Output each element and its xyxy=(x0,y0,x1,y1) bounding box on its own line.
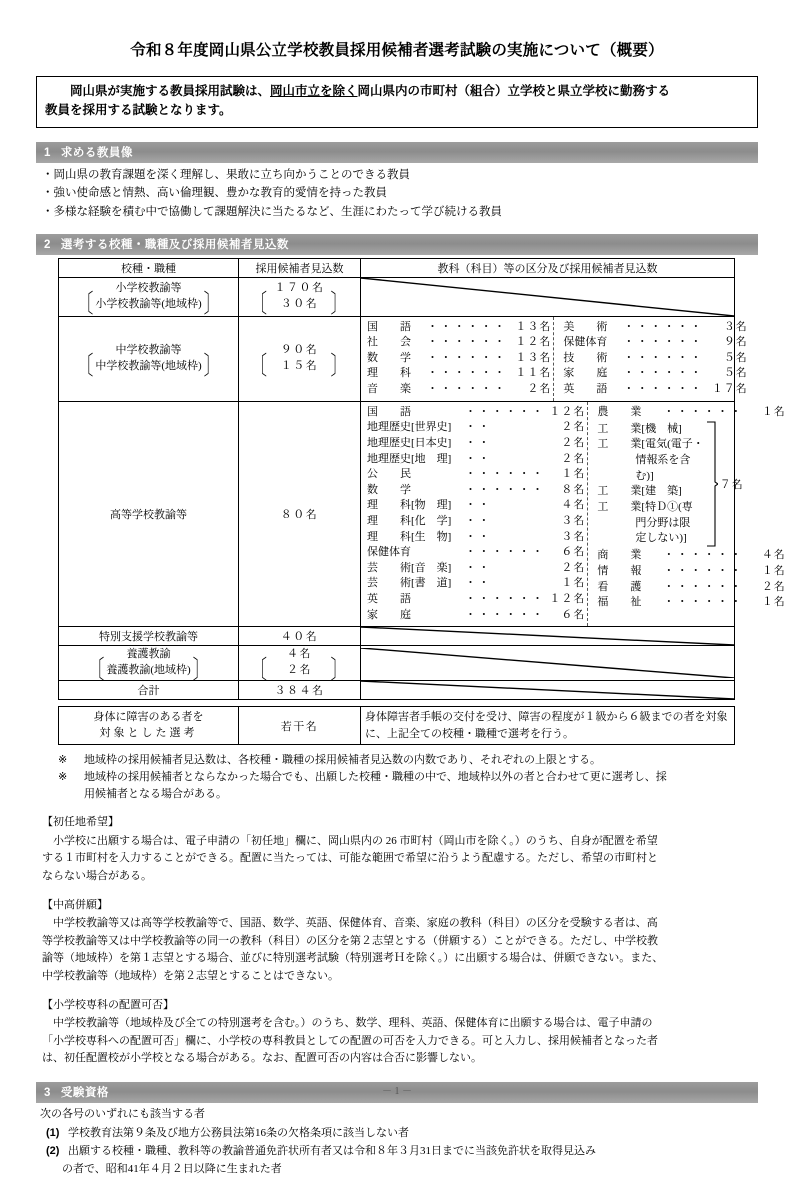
dot-leader: ・・ xyxy=(465,452,492,465)
subject-name: 国 語 xyxy=(367,320,411,333)
subject-name: 美 術 xyxy=(563,320,608,333)
high-name: 高等学校教諭等 xyxy=(110,508,187,521)
cell-nurse-count xyxy=(239,646,361,685)
intro-text-b: 岡山県内の市町村（組合）立学校と県立学校に勤務する xyxy=(357,84,671,98)
subject-line xyxy=(597,405,785,421)
junior-count-sub-wrap xyxy=(241,351,358,381)
subject-value: ９名 xyxy=(723,336,748,349)
disability-selection-table xyxy=(58,706,735,745)
subject-value: １３名 xyxy=(515,320,552,333)
subject-line xyxy=(563,351,747,367)
intro-line-2: 教員を採用する試験となります。 xyxy=(45,103,232,118)
note-mark-icon: ※ xyxy=(58,754,68,767)
bracket-open-icon: 〔 xyxy=(250,351,269,381)
subject-line xyxy=(367,467,585,483)
requirements-lead: 次の各号のいずれにも該当する者 xyxy=(40,1107,205,1120)
subject-value: ３名 xyxy=(561,514,586,527)
intro-text-a: 岡山県が実施する教員採用試験は、 xyxy=(57,84,271,98)
note-text-line-2: 用候補者となる場合がある。 xyxy=(84,788,227,801)
subject-name: 家 庭 xyxy=(563,367,608,380)
subject-name: 英 語 xyxy=(367,592,411,605)
subject-line xyxy=(367,592,585,608)
bracket-open-icon: 〔 xyxy=(76,351,94,381)
requirement-marker: (1) xyxy=(46,1126,60,1139)
subject-name: 工 業[特Ｄ①(専 xyxy=(597,500,693,513)
block-elementary-specialist xyxy=(42,997,758,1068)
disability-detail-line-2: に、上記全ての校種・職種で選考を行う。 xyxy=(365,727,574,740)
subject-line xyxy=(367,436,585,452)
block-line: する１市町村を入力することができる。配置に当たっては、可能な範囲で希望に沿うよう配慮する。ただし、希望の市町村と xyxy=(42,852,658,865)
bracket-open-icon: 〔 xyxy=(76,289,94,319)
dot-leader: ・・・・・・ xyxy=(663,596,744,609)
subject-value: ６名 xyxy=(561,608,586,621)
cell-disability-detail xyxy=(361,707,735,745)
dot-leader: ・・・・・・ xyxy=(427,320,508,333)
nurse-name-sub-wrap xyxy=(61,656,236,685)
subject-line xyxy=(597,484,703,500)
subject-name: 芸 術[書 道] xyxy=(367,577,452,590)
subject-value: ２名 xyxy=(561,421,586,434)
subject-name: 工 業[機 械] xyxy=(597,422,682,435)
bullet-item: ・多様な経験を積む中で協働して課題解決に当たるなど、生涯にわたって学び続ける教員 xyxy=(42,206,502,218)
requirement-item xyxy=(38,1143,758,1178)
block-line: 諭等（地域枠）を第１志望とする場合、並びに特別選考試験（特別選考Ｈを除く。）に出願する場合は、併願できない。また、 xyxy=(42,952,664,965)
subject-name-continuation: む)] xyxy=(635,469,654,482)
subject-value: ３名 xyxy=(723,320,748,333)
intro-underlined-text: 岡山市立を除く xyxy=(270,84,358,98)
section-header-2 xyxy=(36,234,758,255)
recruitment-table xyxy=(58,258,786,700)
section-1-title: 求める教員像 xyxy=(60,146,133,159)
cell-nurse-detail-slash xyxy=(361,646,735,681)
nurse-name-sub: 養護教諭(地域枠) xyxy=(106,664,191,677)
subject-value: ４名 xyxy=(761,549,786,562)
subject-line xyxy=(563,335,747,351)
high-subject-lists xyxy=(361,402,786,627)
disability-detail-line-1: 身体障害者手帳の交付を受け、障害の程度が１級から６級までの者を対象 xyxy=(365,711,728,724)
table-header-row xyxy=(59,258,735,277)
diagonal-line-icon xyxy=(361,681,734,699)
subject-value: １名 xyxy=(561,468,586,481)
dot-leader: ・・ xyxy=(465,514,492,527)
section-1-number: 1 xyxy=(44,146,51,159)
page-footer: － 1 － xyxy=(382,1086,412,1097)
subject-line xyxy=(597,564,785,580)
bracket-close-icon: 〕 xyxy=(203,289,221,319)
diagonal-line-icon xyxy=(361,278,734,316)
note-text: 地域枠の採用候補者見込数は、各校種・職種の採用候補者見込数の内数であり、それぞれの上限とする。 xyxy=(84,754,601,767)
block-line: は、初任配置校が小学校となる場合がある。なお、配置可否の内容は合否に影響しない。 xyxy=(42,1052,482,1065)
dot-leader: ・・ xyxy=(465,436,492,449)
bracket-close-icon: 〕 xyxy=(192,656,210,685)
subject-line xyxy=(367,545,585,561)
subject-name-continuation: 情報系を含 xyxy=(635,454,691,467)
subject-name: 看 護 xyxy=(597,580,642,593)
dot-leader: ・・・・・・ xyxy=(623,383,704,396)
high-subjects-left xyxy=(361,402,587,627)
dot-leader: ・・・・・・ xyxy=(623,351,704,364)
table-row-junior xyxy=(59,316,735,401)
disability-name-line-1: 身体に障害のある者を xyxy=(93,710,204,723)
bracket-close-icon: 〕 xyxy=(330,289,349,319)
subject-value: ２名 xyxy=(527,383,552,396)
subject-value: １２名 xyxy=(549,405,586,418)
table-row-elementary xyxy=(59,277,735,316)
bracket-open-icon: 〔 xyxy=(250,656,269,685)
block-line: ならない場合がある。 xyxy=(42,870,152,882)
subject-value: ２名 xyxy=(561,452,586,465)
subject-line xyxy=(563,366,747,382)
subject-line xyxy=(367,420,585,436)
subject-value: ６名 xyxy=(561,546,586,559)
subject-line xyxy=(597,580,785,596)
section-header-1 xyxy=(36,142,758,163)
elementary-name-sub-wrap xyxy=(61,289,236,319)
subject-line xyxy=(597,422,703,438)
subject-name-continuation: 門分野は限 xyxy=(635,516,691,529)
junior-subjects-left xyxy=(361,317,553,401)
table-row-nurse xyxy=(59,646,735,681)
cell-elementary-detail-slash xyxy=(361,277,735,316)
subject-name: 地理歴史[世界史] xyxy=(367,421,452,434)
dot-leader: ・・・・・・ xyxy=(465,405,546,418)
subject-name: 理 科[化 学] xyxy=(367,514,452,527)
cell-total-detail-slash xyxy=(361,681,735,700)
subject-line xyxy=(367,608,585,624)
header-kind: 校種・職種 xyxy=(59,258,239,277)
subject-value: １３名 xyxy=(515,351,552,364)
subject-name: 理 科[生 物] xyxy=(367,530,452,543)
subject-name: 芸 術[音 楽] xyxy=(367,561,452,574)
page-title: 令和８年度岡山県公立学校教員採用候補者選考試験の実施について（概要） xyxy=(130,42,664,59)
subject-name: 農 業 xyxy=(597,405,642,418)
block-line: 中学校教諭等（地域枠及び全ての特別選考を含む。）のうち、数学、理科、英語、保健体育に出願する場合は、電子申請の xyxy=(42,1017,653,1030)
subject-line xyxy=(597,595,785,611)
subject-name-continuation: 定しない)] xyxy=(635,532,687,545)
subject-line xyxy=(367,405,585,421)
cell-junior-count xyxy=(239,316,361,401)
subject-line xyxy=(563,320,747,336)
block-dual-application xyxy=(42,897,758,986)
subject-name: 技 術 xyxy=(563,351,608,364)
cell-high-detail xyxy=(361,401,786,627)
cell-high-count xyxy=(239,401,361,627)
note-item xyxy=(58,769,758,803)
subject-name: 工 業[建 築] xyxy=(597,485,682,498)
dot-leader: ・・・・・・ xyxy=(427,383,508,396)
subject-line xyxy=(597,548,785,564)
cell-special-name: 特別支援学校教諭等 xyxy=(59,627,239,646)
block-line: 中学校教諭等又は高等学校教諭等で、国語、数学、英語、保健体育、音楽、家庭の教科（科目）の区分を受験する者は、高 xyxy=(42,917,658,930)
subject-value: １名 xyxy=(561,577,586,590)
subject-name: 保健体育 xyxy=(563,336,608,349)
subject-name: 地理歴史[日本史] xyxy=(367,436,452,449)
grouped-subject-list xyxy=(597,422,703,547)
dot-leader: ・・・・・・ xyxy=(623,336,704,349)
subject-value: １２名 xyxy=(515,336,552,349)
subject-name: 工 業[電気(電子・ xyxy=(597,438,704,451)
elementary-name-sub: 小学校教諭等(地域枠) xyxy=(95,297,202,310)
subject-value: ２名 xyxy=(561,561,586,574)
block-line: 「小学校専科への配置可否」欄に、小学校の専科教員としての配置の可否を入力できる。可と入力し、採用候補者となった者 xyxy=(42,1034,658,1047)
page-content xyxy=(36,30,786,1178)
intro-box xyxy=(36,76,758,128)
section-3-title: 受験資格 xyxy=(60,1086,109,1099)
dot-leader: ・・・・・・ xyxy=(465,592,546,605)
subject-line xyxy=(367,351,551,367)
subject-name: 商 業 xyxy=(597,549,642,562)
diagonal-line-icon xyxy=(361,627,734,645)
subject-name: 国 語 xyxy=(367,405,411,418)
subject-name: 音 楽 xyxy=(367,383,411,396)
grouped-subject-value: ７名 xyxy=(719,479,744,492)
block-first-assignment xyxy=(42,814,758,885)
cell-junior-detail xyxy=(361,316,748,401)
subject-name: 理 科[物 理] xyxy=(367,499,452,512)
block-line: 等学校教諭等又は中学校教諭等の同一の教科（科目）の区分を第２志望とする（併願する）ことができる。ただし、中学校教 xyxy=(42,934,658,947)
table-row-special xyxy=(59,627,735,646)
dot-leader: ・・・・・・ xyxy=(663,564,744,577)
grouped-industrial-subjects xyxy=(597,420,785,548)
subject-line xyxy=(367,483,585,499)
subject-value: １名 xyxy=(761,405,786,418)
section-2-title: 選考する校種・職種及び採用候補者見込数 xyxy=(60,238,289,251)
table-row-disability xyxy=(59,707,735,745)
section-2-number: 2 xyxy=(44,238,51,251)
dot-leader: ・・ xyxy=(465,577,492,590)
subject-line xyxy=(563,382,747,398)
dot-leader: ・・ xyxy=(465,561,492,574)
cell-junior-name xyxy=(59,316,239,401)
section-3-number: 3 xyxy=(44,1086,51,1099)
subject-value: ４名 xyxy=(561,499,586,512)
subject-line xyxy=(367,382,551,398)
requirement-text: 学校教育法第９条及び地方公務員法第16条の欠格条項に該当しない者 xyxy=(68,1126,409,1139)
junior-subject-lists xyxy=(361,317,748,401)
nurse-count-sub-wrap xyxy=(241,656,358,685)
elementary-count-sub-wrap xyxy=(241,289,358,319)
cell-high-name xyxy=(59,401,239,627)
cell-total-name: 合計 xyxy=(59,681,239,700)
dot-leader: ・・・・・・ xyxy=(465,483,546,496)
elementary-count: １７０名 xyxy=(274,281,325,294)
note-mark-icon: ※ xyxy=(58,771,68,784)
dot-leader: ・・・・・・ xyxy=(663,405,744,418)
cell-nurse-name xyxy=(59,646,239,685)
disability-name-line-2: 対象とした選考 xyxy=(99,726,198,739)
cell-total-count: ３８４名 xyxy=(239,681,361,700)
subject-value: １７名 xyxy=(711,383,748,396)
grouping-brace-icon xyxy=(706,420,718,548)
dot-leader: ・・・・・・ xyxy=(427,336,508,349)
subject-line xyxy=(367,561,585,577)
subject-line xyxy=(367,576,585,592)
subject-value: ５名 xyxy=(723,351,748,364)
subject-line xyxy=(597,437,703,484)
bracket-open-icon: 〔 xyxy=(87,656,105,685)
junior-name-sub-wrap xyxy=(61,351,236,381)
bracket-open-icon: 〔 xyxy=(250,289,269,319)
subject-name: 数 学 xyxy=(367,351,411,364)
subject-line xyxy=(597,500,703,547)
subject-value: ５名 xyxy=(723,367,748,380)
requirement-text xyxy=(62,1143,758,1178)
teacher-image-bullets xyxy=(42,166,758,222)
elementary-name: 小学校教諭等 xyxy=(115,281,182,294)
junior-count: ９０名 xyxy=(280,343,319,356)
junior-name-sub: 中学校教諭等(地域枠) xyxy=(95,359,202,372)
subject-value: １２名 xyxy=(549,592,586,605)
subject-name: 福 祉 xyxy=(597,596,642,609)
dot-leader: ・・・・・・ xyxy=(465,468,546,481)
subject-name: 情 報 xyxy=(597,564,642,577)
dot-leader: ・・・・・・ xyxy=(465,608,546,621)
subject-name: 家 庭 xyxy=(367,608,411,621)
subject-line xyxy=(367,320,551,336)
high-count: ８０名 xyxy=(280,508,319,521)
subject-value: １名 xyxy=(761,596,786,609)
requirement-item xyxy=(38,1125,758,1143)
header-detail: 教科（科目）等の区分及び採用候補者見込数 xyxy=(361,258,735,277)
cell-special-detail-slash xyxy=(361,627,735,646)
block-heading: 【中高併願】 xyxy=(42,898,108,911)
cell-elementary-name xyxy=(59,277,239,319)
nurse-count: ４名 xyxy=(287,648,312,661)
block-heading: 【小学校専科の配置可否】 xyxy=(42,998,174,1011)
cell-elementary-count xyxy=(239,277,361,319)
cell-disability-count: 若干名 xyxy=(239,707,361,745)
dot-leader: ・・・・・・ xyxy=(623,367,704,380)
subject-value: ３名 xyxy=(561,530,586,543)
subject-line xyxy=(367,530,585,546)
note-text xyxy=(84,769,758,803)
subject-line xyxy=(367,366,551,382)
high-subjects-right xyxy=(587,402,787,627)
junior-subjects-right xyxy=(553,317,749,401)
cell-disability-name xyxy=(59,707,239,745)
requirement-text-line-1: 出願する校種・職種、教科等の教諭普通免許状所有者又は令和８年３月31日までに当該免許状を取得見込み xyxy=(68,1145,596,1158)
table-row-high xyxy=(59,401,735,627)
subject-name: 数 学 xyxy=(367,483,411,496)
subject-value: １１名 xyxy=(515,367,552,380)
dot-leader: ・・・・・・ xyxy=(427,367,508,380)
dot-leader: ・・・・・・ xyxy=(663,580,744,593)
subject-line xyxy=(367,335,551,351)
dot-leader: ・・ xyxy=(465,499,492,512)
bracket-close-icon: 〕 xyxy=(203,351,221,381)
bullet-item: ・強い使命感と情熱、高い倫理観、豊かな教育的愛情を持った教員 xyxy=(42,187,387,200)
dot-leader: ・・・・・・ xyxy=(623,320,704,333)
table-row-total xyxy=(59,681,735,700)
note-text-line-1: 地域枠の採用候補者とならなかった場合でも、出願した校種・職種の中で、地域枠以外の者と合わせて更に選考し、採 xyxy=(84,771,667,784)
subject-name: 英 語 xyxy=(563,383,608,396)
bracket-close-icon: 〕 xyxy=(330,656,349,685)
requirement-marker: (2) xyxy=(46,1145,60,1158)
intro-line-1 xyxy=(45,82,749,101)
requirement-text-line-2: の者で、昭和41年４月２日以降に生まれた者 xyxy=(62,1162,282,1175)
block-line: 中学校教諭等（地域枠）を第２志望とすることはできない。 xyxy=(42,969,339,982)
diagonal-line-icon xyxy=(361,648,734,678)
subject-name: 公 民 xyxy=(367,468,411,481)
subject-line xyxy=(367,498,585,514)
bullet-item: ・岡山県の教育課題を深く理解し、果敢に立ち向かうことのできる教員 xyxy=(42,168,410,181)
block-line: 小学校に出願する場合は、電子申請の「初任地」欄に、岡山県内の 26 市町村（岡山市を除く。）のうち、自身が配置を希望 xyxy=(42,834,658,847)
note-item xyxy=(58,752,758,769)
header-count: 採用候補者見込数 xyxy=(239,258,361,277)
table-notes xyxy=(58,752,758,803)
subject-name: 地理歴史[地 理] xyxy=(367,452,452,465)
dot-leader: ・・ xyxy=(465,530,492,543)
subject-line xyxy=(367,452,585,468)
nurse-count-sub: ２名 xyxy=(287,664,312,677)
subject-line xyxy=(367,514,585,530)
dot-leader: ・・ xyxy=(465,421,492,434)
subject-name: 理 科 xyxy=(367,367,411,380)
dot-leader: ・・・・・・ xyxy=(663,549,744,562)
subject-value: １名 xyxy=(761,564,786,577)
subject-value: ２名 xyxy=(561,436,586,449)
subject-value: ８名 xyxy=(561,483,586,496)
block-heading: 【初任地希望】 xyxy=(42,816,119,829)
bracket-close-icon: 〕 xyxy=(330,351,349,381)
requirements-list xyxy=(38,1106,758,1178)
elementary-count-sub: ３０名 xyxy=(280,297,319,310)
junior-count-sub: １５名 xyxy=(280,359,319,372)
dot-leader: ・・・・・・ xyxy=(427,351,508,364)
subject-name: 社 会 xyxy=(367,336,411,349)
junior-name: 中学校教諭等 xyxy=(115,343,182,356)
cell-special-count: ４０名 xyxy=(239,627,361,646)
subject-name: 保健体育 xyxy=(367,546,411,559)
dot-leader: ・・・・・・ xyxy=(465,546,546,559)
subject-value: ２名 xyxy=(761,580,786,593)
nurse-name: 養護教諭 xyxy=(126,648,171,661)
